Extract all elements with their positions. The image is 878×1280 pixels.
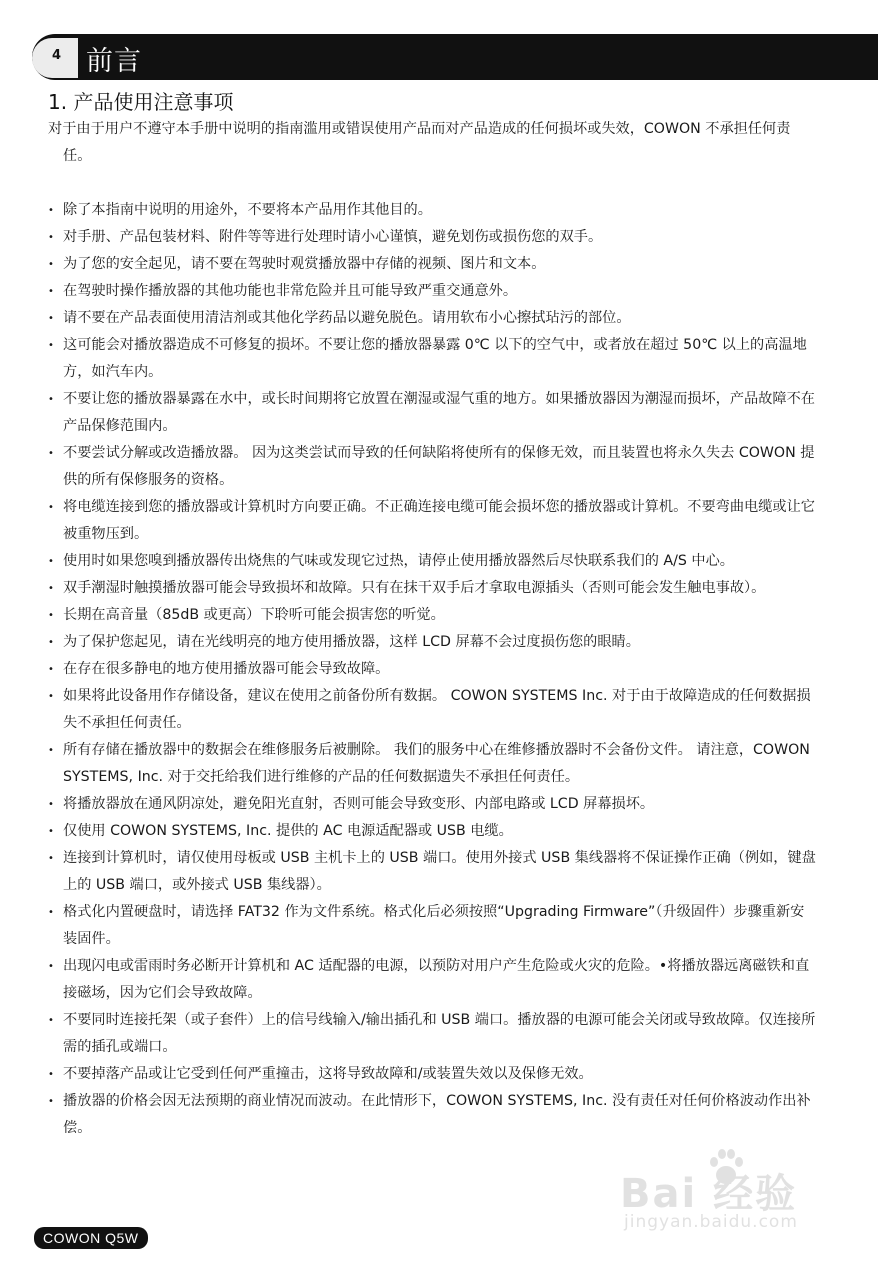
intro-paragraph: 对于由于用户不遵守本手册中说明的指南滥用或错误使用产品而对产品造成的任何损坏或失效，COWON 不承担任何责任。 — [48, 121, 791, 164]
precaution-item: • 请不要在产品表面使用清洁剂或其他化学药品以避免脱色。请用软布小心擦拭玷污的部位。 — [48, 305, 818, 332]
model-badge: COWON Q5W — [34, 1227, 148, 1249]
precaution-item: • 除了本指南中说明的用途外，不要将本产品用作其他目的。 — [48, 197, 818, 224]
precaution-item: • 双手潮湿时触摸播放器可能会导致损坏和故障。只有在抹干双手后才拿取电源插头（否则可能会发生触电事故）。 — [48, 575, 818, 602]
precaution-item: • 长期在高音量（85dB 或更高）下聆听可能会损害您的听觉。 — [48, 602, 818, 629]
precaution-item: • 使用时如果您嗅到播放器传出烧焦的气味或发现它过热，请停止使用播放器然后尽快联系我们的 A/S 中心。 — [48, 548, 818, 575]
precaution-item: • 这可能会对播放器造成不可修复的损坏。不要让您的播放器暴露 0℃ 以下的空气中，或者放在超过 50℃ 以上的高温地方，如汽车内。 — [48, 332, 818, 386]
watermark-brand: Bai 经验 — [620, 1171, 798, 1217]
header-bar — [32, 34, 878, 80]
watermark-url: jingyan.baidu.com — [624, 1212, 798, 1232]
precaution-item: • 将电缆连接到您的播放器或计算机时方向要正确。不正确连接电缆可能会损坏您的播放器或计算机。不要弯曲电缆或让它被重物压到。 — [48, 494, 818, 548]
precaution-item: • 连接到计算机时，请仅使用母板或 USB 主机卡上的 USB 端口。使用外接式 USB 集线器将不保证操作正确（例如，键盘上的 USB 端口，或外接式 USB 集线器）。 — [48, 845, 818, 899]
precaution-item: • 出现闪电或雷雨时务必断开计算机和 AC 适配器的电源，以预防对用户产生危险或火灾的危险。•将播放器远离磁铁和直接磁场，因为它们会导致故障。 — [48, 953, 818, 1007]
precaution-item: • 仅使用 COWON SYSTEMS, Inc. 提供的 AC 电源适配器或 USB 电缆。 — [48, 818, 818, 845]
precaution-item: • 不要同时连接托架（或子套件）上的信号线输入/输出插孔和 USB 端口。播放器的电源可能会关闭或导致故障。仅连接所需的插孔或端口。 — [48, 1007, 818, 1061]
precaution-item: • 不要掉落产品或让它受到任何严重撞击，这将导致故障和/或装置失效以及保修无效。 — [48, 1061, 818, 1088]
precaution-item: • 为了您的安全起见，请不要在驾驶时观赏播放器中存储的视频、图片和文本。 — [48, 251, 818, 278]
page-number: 4 — [52, 48, 62, 63]
precaution-item: • 不要让您的播放器暴露在水中，或长时间期将它放置在潮湿或湿气重的地方。如果播放器因为潮湿而损坏，产品故障不在产品保修范围内。 — [48, 386, 818, 440]
spacer — [48, 170, 818, 197]
precaution-item: • 格式化内置硬盘时，请选择 FAT32 作为文件系统。格式化后必须按照“Upgrading Firmware”（升级固件）步骤重新安装固件。 — [48, 899, 818, 953]
precaution-item: • 在存在很多静电的地方使用播放器可能会导致故障。 — [48, 656, 818, 683]
page-heading: 1. 产品使用注意事项 — [48, 90, 234, 114]
precaution-item: • 播放器的价格会因无法预期的商业情况而波动。在此情形下，COWON SYSTEMS, Inc. 没有责任对任何价格波动作出补偿。 — [48, 1088, 818, 1142]
baidu-watermark — [620, 1148, 860, 1240]
precaution-item: • 为了保护您起见，请在光线明亮的地方使用播放器，这样 LCD 屏幕不会过度损伤您的眼睛。 — [48, 629, 818, 656]
precaution-item: • 将播放器放在通风阴凉处，避免阳光直射，否则可能会导致变形、内部电路或 LCD 屏幕损坏。 — [48, 791, 818, 818]
precaution-item: • 不要尝试分解或改造播放器。 因为这类尝试而导致的任何缺陷将使所有的保修无效，而且装置也将永久失去 COWON 提供的所有保修服务的资格。 — [48, 440, 818, 494]
precaution-item: • 对手册、产品包装材料、附件等等进行处理时请小心谨慎，避免划伤或损伤您的双手。 — [48, 224, 818, 251]
precaution-item: • 如果将此设备用作存储设备，建议在使用之前备份所有数据。 COWON SYSTEMS Inc. 对于由于故障造成的任何数据损失不承担任何责任。 — [48, 683, 818, 737]
section-title: 前言 — [86, 46, 142, 77]
precautions-content — [48, 116, 818, 1142]
precaution-item: • 在驾驶时操作播放器的其他功能也非常危险并且可能导致严重交通意外。 — [48, 278, 818, 305]
precaution-item: • 所有存储在播放器中的数据会在维修服务后被删除。 我们的服务中心在维修播放器时不会备份文件。 请注意，COWON SYSTEMS, Inc. 对于交托给我们进行维修的产品的任何数据遗失不承担任何责任。 — [48, 737, 818, 791]
